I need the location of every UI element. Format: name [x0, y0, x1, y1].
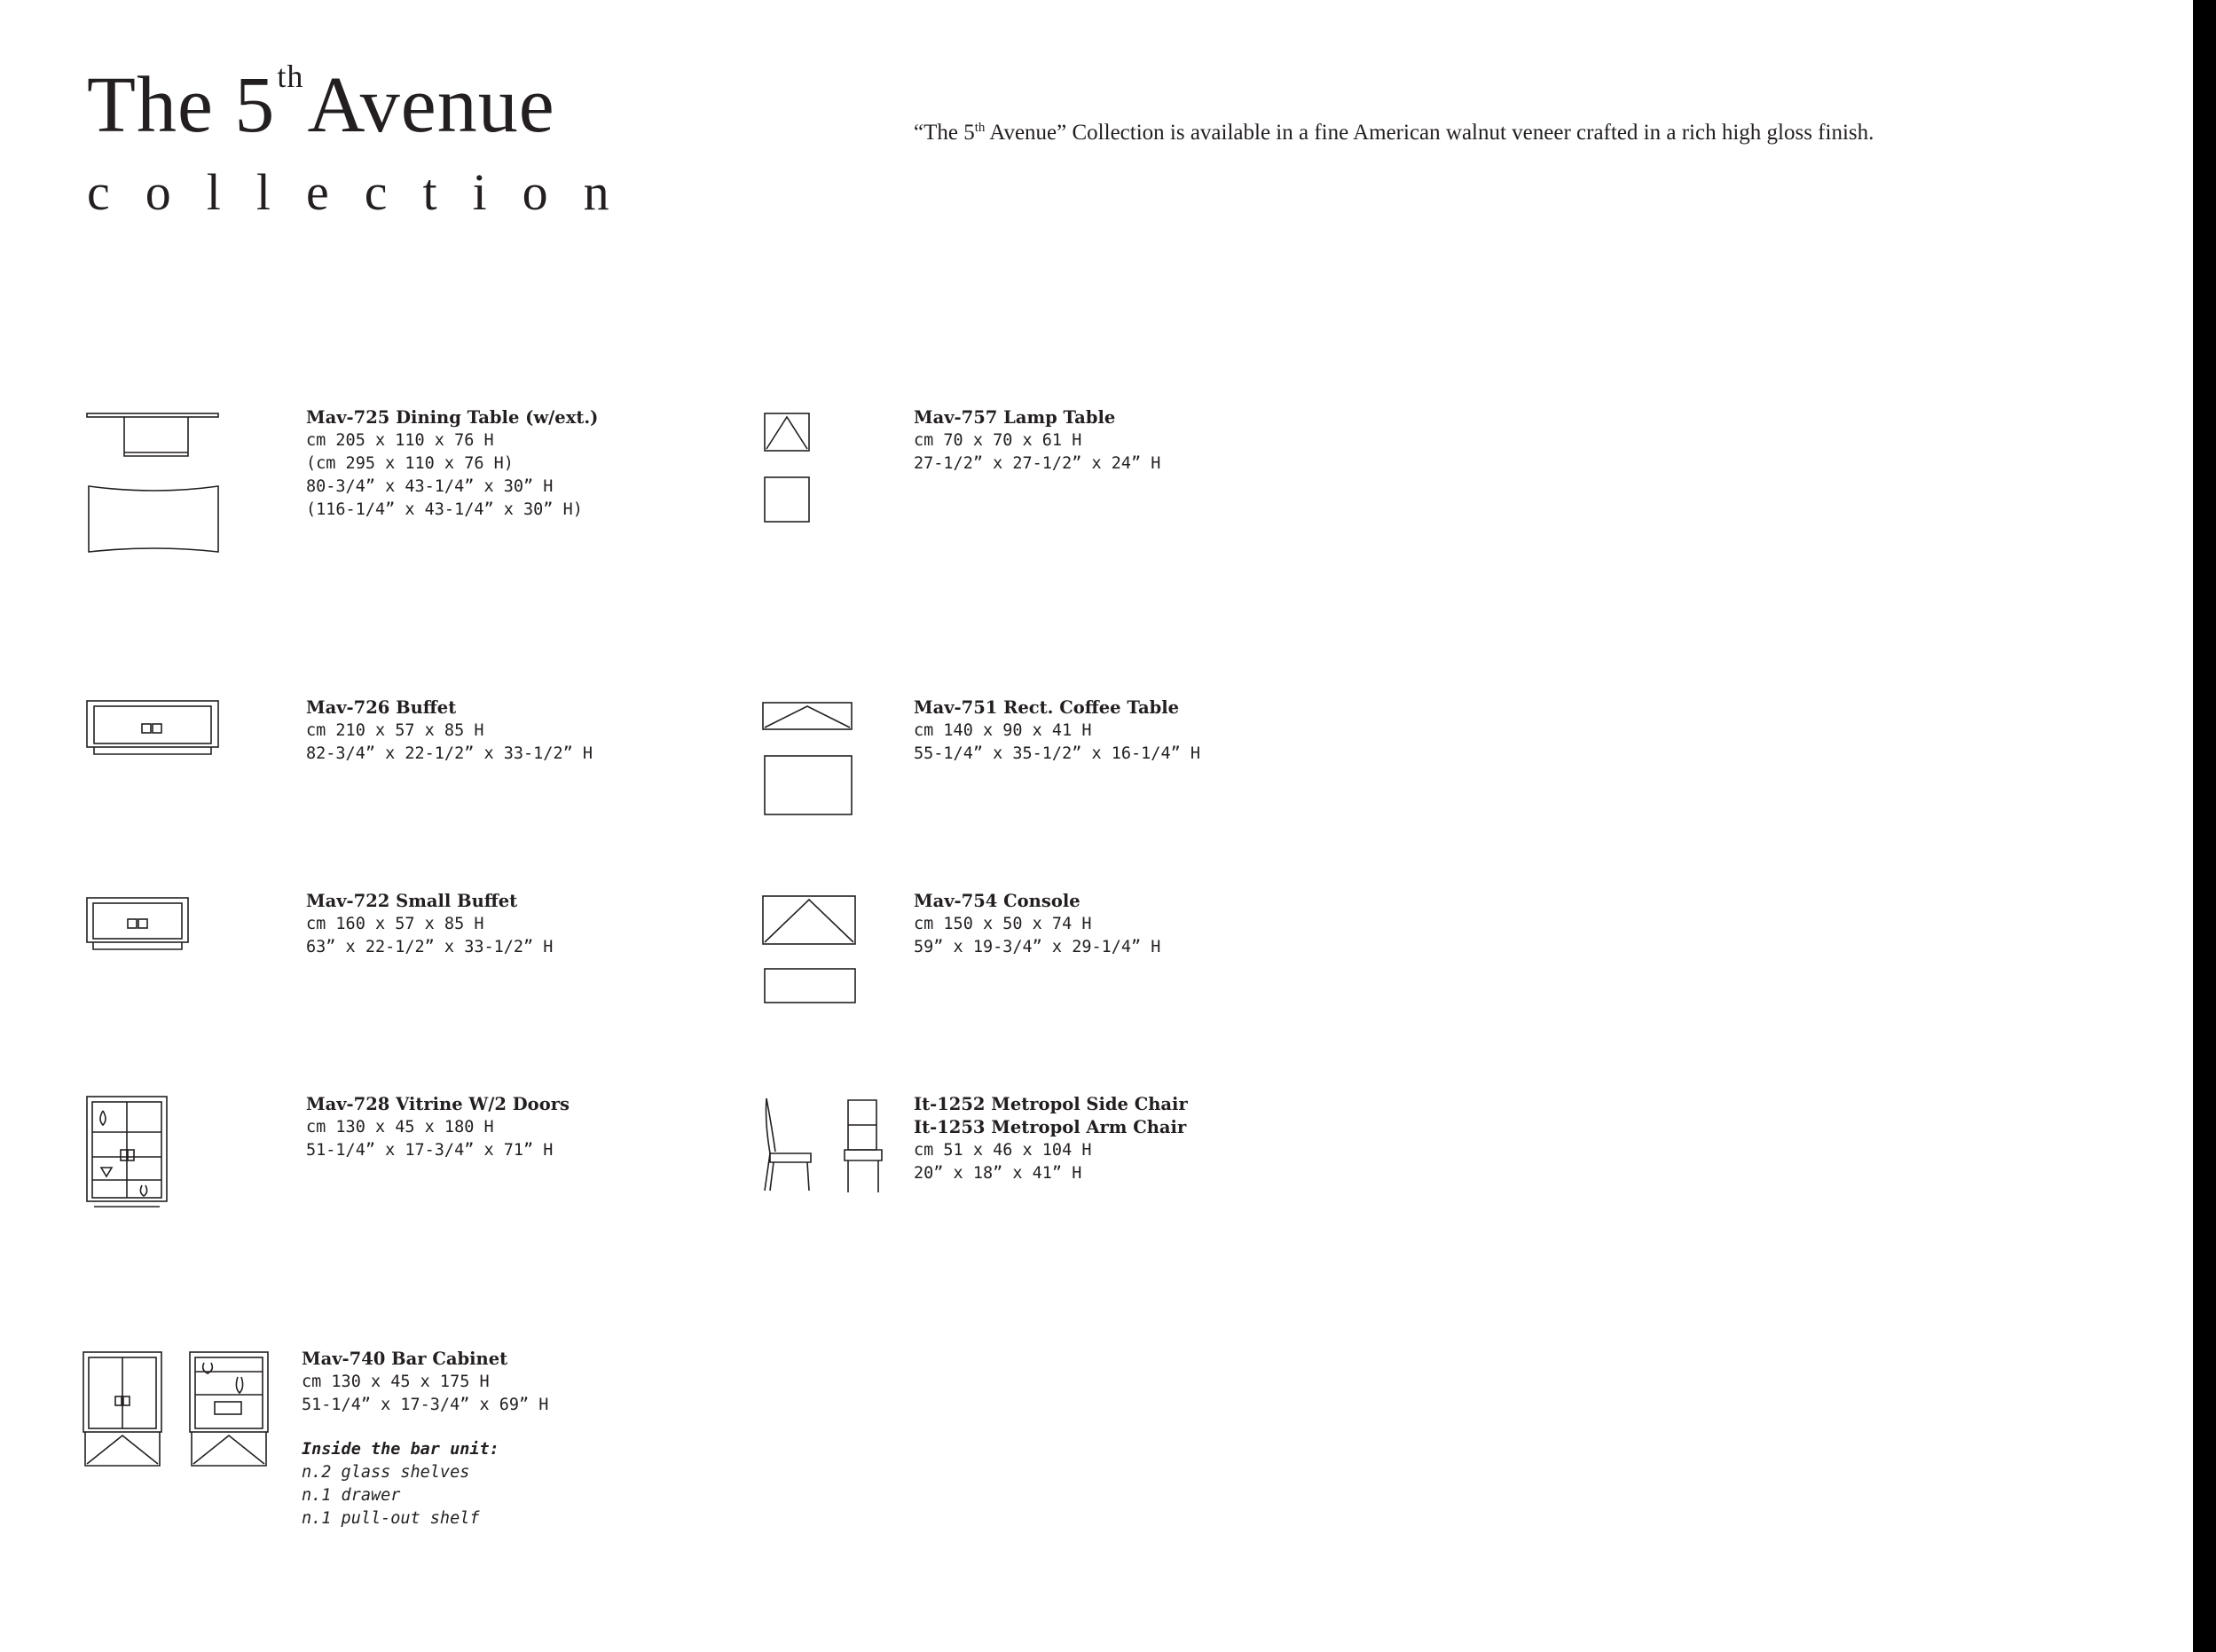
buffet-drawing	[85, 699, 224, 758]
item-dimension: cm 210 x 57 x 85 H	[306, 721, 484, 740]
page-edge-bar	[2193, 0, 2216, 1652]
item-dimension: 51-1/4” x 17-3/4” x 69” H	[302, 1396, 549, 1414]
item-dimension: 63” x 22-1/2” x 33-1/2” H	[306, 938, 554, 956]
item-dining-table	[306, 406, 598, 522]
item-dimension: 82-3/4” x 22-1/2” x 33-1/2” H	[306, 744, 593, 763]
item-buffet	[306, 696, 593, 766]
lamp-table-drawing	[763, 412, 813, 523]
item-name: Mav-725 Dining Table (w/ext.)	[306, 407, 599, 428]
item-dimension: 80-3/4” x 43-1/4” x 30” H	[306, 477, 554, 496]
intro-superscript: th	[974, 121, 986, 135]
item-dimension: 20” x 18” x 41” H	[914, 1164, 1082, 1183]
item-name: Mav-728 Vitrine W/2 Doors	[306, 1094, 570, 1114]
item-name: Mav-751 Rect. Coffee Table	[914, 697, 1180, 718]
intro-end: Avenue” Collection is available in a fine American walnut veneer crafted in a rich high gloss finish.	[985, 121, 1874, 145]
item-name: Mav-722 Small Buffet	[306, 891, 518, 911]
title-superscript: th	[277, 59, 304, 94]
item-name: It-1253 Metropol Arm Chair	[914, 1117, 1187, 1137]
item-dimension: cm 130 x 45 x 175 H	[302, 1373, 490, 1391]
item-dimension: (116-1/4” x 43-1/4” x 30” H)	[306, 500, 583, 519]
intro-text	[914, 121, 1874, 146]
item-metropol-chairs	[914, 1093, 1188, 1185]
item-dimension: 27-1/2” x 27-1/2” x 24” H	[914, 454, 1161, 473]
dining-table-drawing	[85, 410, 224, 559]
bar-cabinet-open-drawing	[188, 1350, 271, 1469]
item-name: Mav-757 Lamp Table	[914, 407, 1116, 428]
intro-start: “The 5	[914, 121, 975, 145]
item-name: Mav-726 Buffet	[306, 697, 457, 718]
coffee-table-drawing	[761, 701, 855, 818]
arm-chair-drawing	[841, 1097, 887, 1196]
item-dimension: cm 130 x 45 x 180 H	[306, 1118, 494, 1137]
item-coffee-table	[914, 696, 1200, 766]
collection-subtitle: collection	[87, 163, 645, 221]
bar-unit-note: n.1 pull-out shelf	[302, 1509, 480, 1528]
title-text: The 5	[87, 61, 276, 149]
title-text-end: Avenue	[307, 61, 555, 149]
item-vitrine	[306, 1093, 570, 1162]
vitrine-drawing	[85, 1093, 174, 1210]
item-dimension: (cm 295 x 110 x 76 H)	[306, 454, 514, 473]
item-small-buffet	[306, 890, 553, 959]
item-console	[914, 890, 1160, 959]
item-dimension: cm 140 x 90 x 41 H	[914, 721, 1092, 740]
item-dimension: 51-1/4” x 17-3/4” x 71” H	[306, 1141, 554, 1160]
item-dimension: cm 51 x 46 x 104 H	[914, 1141, 1092, 1160]
bar-unit-note-title: Inside the bar unit:	[302, 1440, 499, 1459]
collection-title	[87, 59, 555, 149]
item-dimension: cm 70 x 70 x 61 H	[914, 431, 1082, 450]
console-drawing	[761, 894, 860, 1006]
small-buffet-drawing	[85, 896, 193, 955]
bar-cabinet-closed-drawing	[82, 1350, 165, 1469]
item-name: It-1252 Metropol Side Chair	[914, 1094, 1188, 1114]
item-dimension: 59” x 19-3/4” x 29-1/4” H	[914, 938, 1161, 956]
item-dimension: cm 160 x 57 x 85 H	[306, 915, 484, 933]
item-name: Mav-740 Bar Cabinet	[302, 1349, 508, 1369]
item-name: Mav-754 Console	[914, 891, 1080, 911]
bar-unit-note: n.1 drawer	[302, 1486, 401, 1505]
item-lamp-table	[914, 406, 1160, 476]
item-dimension: cm 205 x 110 x 76 H	[306, 431, 494, 450]
item-dimension: 55-1/4” x 35-1/2” x 16-1/4” H	[914, 744, 1201, 763]
bar-unit-note: n.2 glass shelves	[302, 1463, 470, 1482]
item-bar-cabinet	[302, 1348, 548, 1530]
side-chair-drawing	[763, 1095, 816, 1194]
item-dimension: cm 150 x 50 x 74 H	[914, 915, 1092, 933]
